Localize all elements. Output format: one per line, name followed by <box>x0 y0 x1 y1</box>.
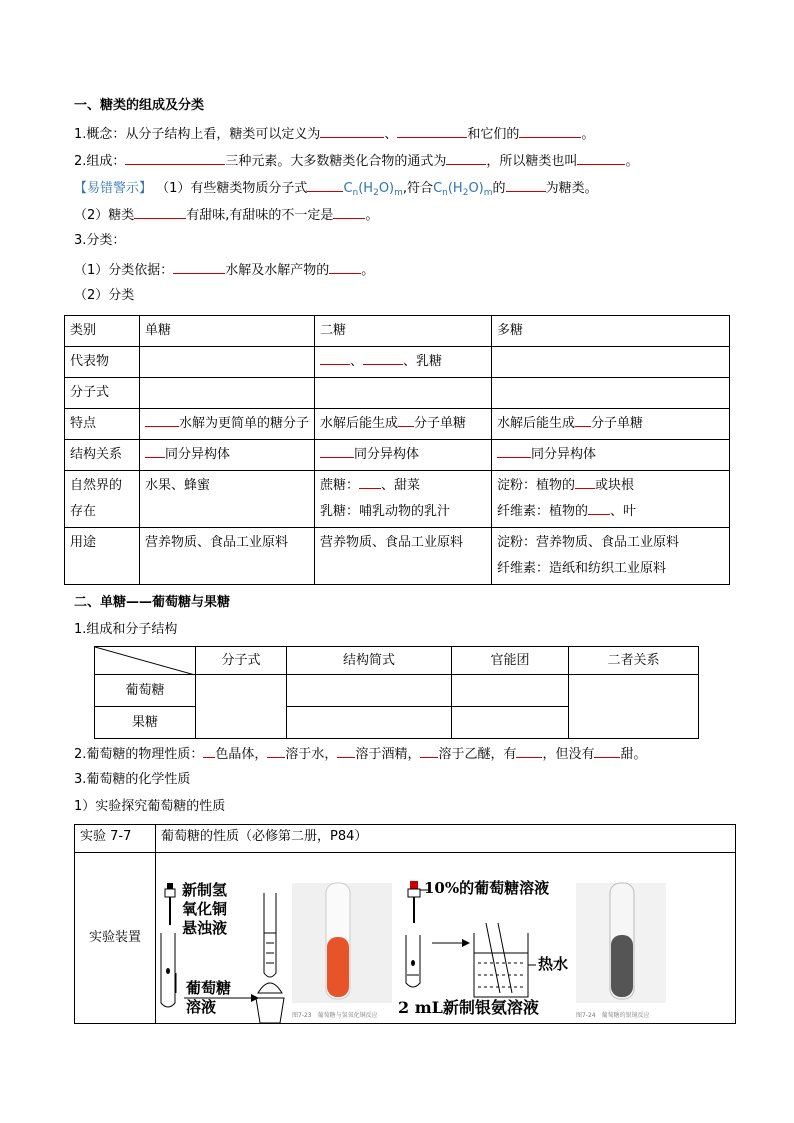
chemical-properties-heading: 3.葡萄糖的化学性质 <box>74 772 191 787</box>
experiment-table <box>74 824 736 1024</box>
row-label: 分子式 <box>65 378 140 409</box>
diagonal-header-cell <box>95 647 196 675</box>
experiment-heading: 1）实验探究葡萄糖的性质 <box>74 799 226 814</box>
section2-heading: 二、单糖——葡萄糖与果糖 <box>74 595 231 610</box>
table-row <box>75 853 736 1024</box>
warning-line-2: （2）糖类 有甜味,有甜味的不一定是 。 <box>74 205 378 225</box>
blank <box>320 124 384 138</box>
blank <box>506 178 546 192</box>
table-header: 二糖 <box>315 316 492 347</box>
table-row <box>95 675 699 707</box>
blank <box>577 151 625 165</box>
warning-line-1: 【易错警示】 （1）有些糖类物质分子式 $C_n(H_2O)_m$,符合$C_n(H_2O)_m$的 为糖类。 <box>74 178 598 202</box>
structure-subheading: 1.组成和分子结构 <box>74 622 178 637</box>
classes-heading: （2）分类 <box>74 288 135 303</box>
blank <box>329 260 361 274</box>
blank <box>446 151 486 165</box>
table-row: 用途 营养物质、食品工业原料 营养物质、食品工业原料 淀粉：营养物质、食品工业原料 纤维素：造纸和纺织工业原料 <box>65 528 730 585</box>
table-header: 多糖 <box>492 316 730 347</box>
row-label: 结构关系 <box>65 440 140 471</box>
diagonal-line <box>95 647 195 675</box>
blank <box>173 260 225 274</box>
classify-heading: 3.分类： <box>74 233 126 248</box>
table-row: 自然界的存在 水果、蜂蜜 蔗糖： 、甜菜 乳糖：哺乳动物的乳汁 淀粉：植物的 或块根 纤维素：植物的 、叶 <box>65 471 730 528</box>
classification-table <box>64 315 730 585</box>
row-label: 特点 <box>65 409 140 440</box>
row-label: 用途 <box>65 528 140 585</box>
section1-heading: 一、糖类的组成及分类 <box>74 98 205 113</box>
table-header: 官能团 <box>452 647 569 675</box>
table-row <box>65 316 730 347</box>
basis-line: （1）分类依据： 水解及水解产物的 。 <box>74 260 374 280</box>
experiment-figure <box>156 853 735 1023</box>
blank <box>519 124 581 138</box>
table-row: 特点 水解为更简单的糖分子 水解后能生成 分子单糖 水解后能生成 分子单糖 <box>65 409 730 440</box>
table-header: 类别 <box>65 316 140 347</box>
label-glucose: 葡萄糖 溶液 <box>186 979 232 1016</box>
table-header: 单糖 <box>140 316 315 347</box>
label-reagent: 新制氢 氧化铜 悬浊液 <box>182 881 228 937</box>
table-row: 结构关系 同分异构体 同分异构体 同分异构体 <box>65 440 730 471</box>
blank <box>125 151 225 165</box>
apparatus-label: 实验装置 <box>75 853 156 1024</box>
physical-properties-line: 2.葡萄糖的物理性质： 色晶体， 溶于水， 溶于酒精， 溶于乙醚，有 ，但没有 甜。 <box>74 744 647 764</box>
table-row <box>95 647 699 675</box>
label-hot-water: 热水 <box>538 955 569 973</box>
table-row: 代表物 、 、乳糖 <box>65 347 730 378</box>
row-label: 葡萄糖 <box>95 675 196 707</box>
caption-1: 图7-23 葡萄糖与氢氧化铜反应 <box>292 1012 378 1019</box>
experiment-title: 葡萄糖的性质（必修第二册，P84） <box>156 825 736 853</box>
blank <box>333 205 365 219</box>
label-glucose-10: 10%的葡萄糖溶液 <box>424 879 550 897</box>
row-label: 自然界的存在 <box>65 471 140 528</box>
composition-line: 2.组成： 三种元素。大多数糖类化合物的通式为 ，所以糖类也叫 。 <box>74 151 638 171</box>
blank <box>397 124 467 138</box>
blank <box>307 178 343 192</box>
label-silver-ammonia: 2 mL新制银氨溶液 <box>398 998 539 1017</box>
blank <box>134 205 186 219</box>
table-row <box>75 825 736 853</box>
table-row <box>65 378 730 409</box>
row-label: 代表物 <box>65 347 140 378</box>
experiment-label: 实验 7-7 <box>75 825 156 853</box>
concept-line: 1.概念：从分子结构上看，糖类可以定义为 、 和它们的 。 <box>74 124 594 144</box>
caption-2: 图7-24 葡萄糖的银镜反应 <box>576 1012 650 1019</box>
formula-b: $C_n(H_2O)_m$ <box>433 181 493 198</box>
formula-a: $C_n(H_2O)_m$ <box>343 181 403 198</box>
warning-tag: 【易错警示】 <box>74 181 153 196</box>
table-header: 分子式 <box>196 647 287 675</box>
table-header: 结构简式 <box>287 647 452 675</box>
structure-table <box>94 646 699 739</box>
row-label: 果糖 <box>95 707 196 739</box>
table-header: 二者关系 <box>569 647 699 675</box>
